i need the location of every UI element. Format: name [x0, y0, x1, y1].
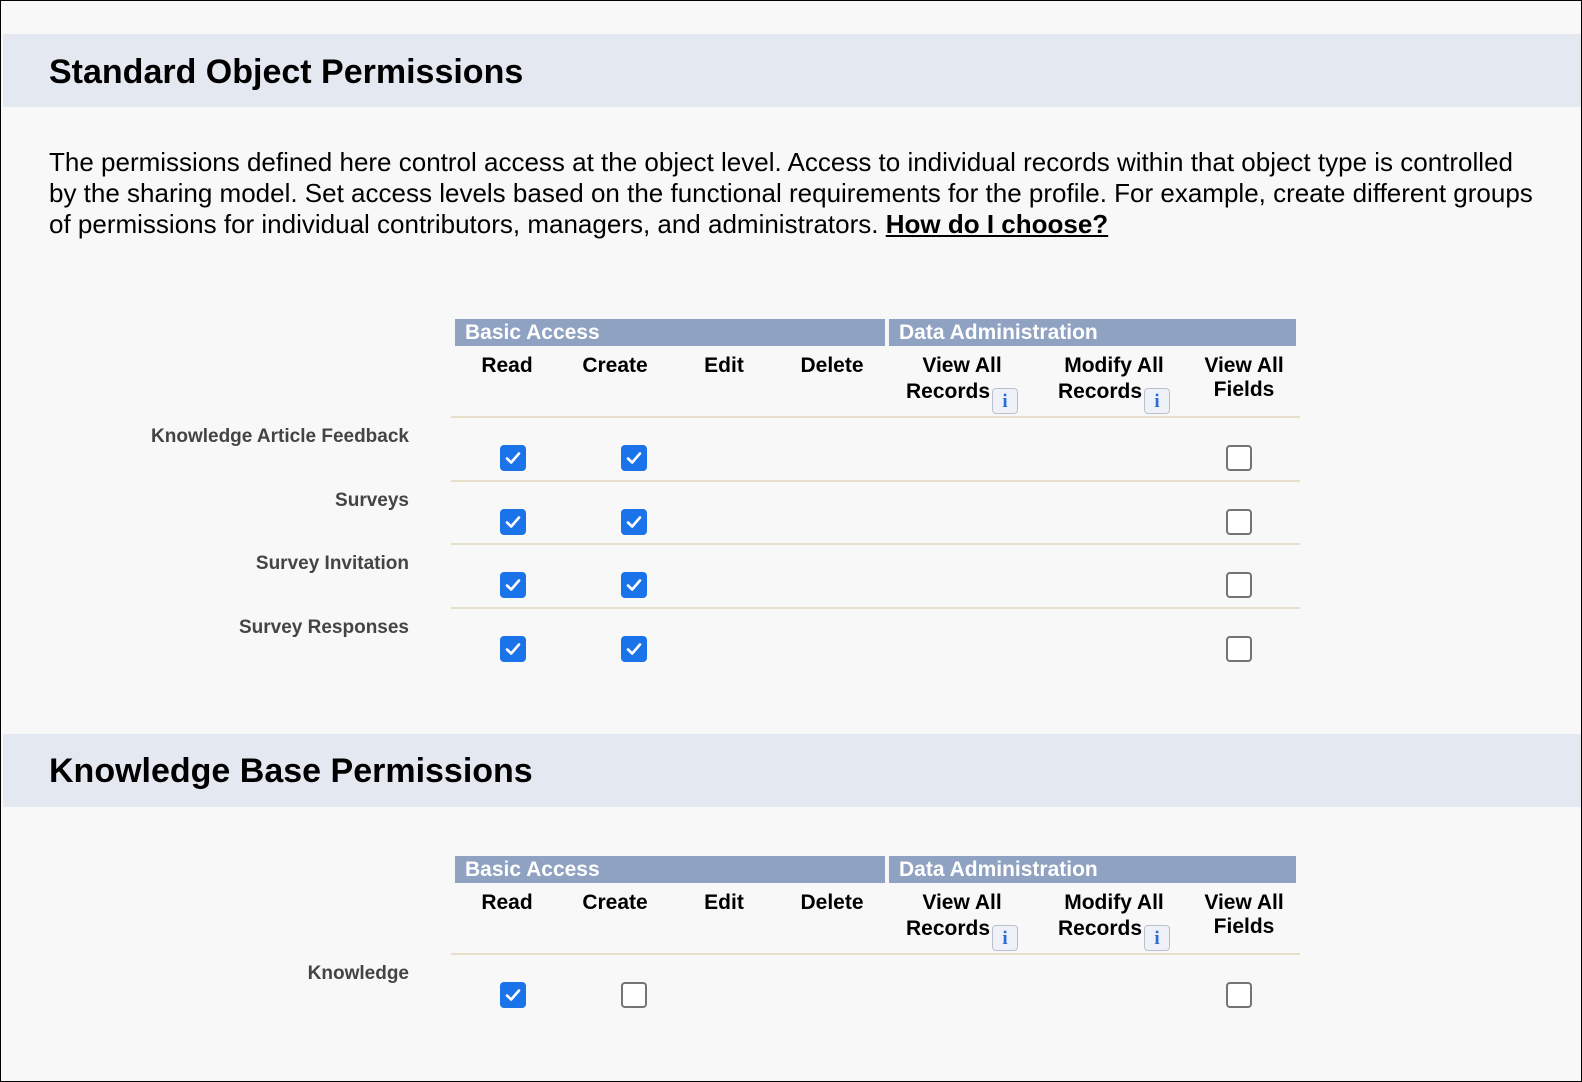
row-divider: [451, 543, 1300, 545]
column-header-line-text: Records: [1057, 917, 1143, 940]
column-header-edit: Edit: [704, 354, 744, 377]
checkbox-view-all-fields[interactable]: [1226, 636, 1252, 662]
column-header-line: [1039, 378, 1189, 412]
column-header-view-all-fields: [1169, 354, 1319, 402]
column-header-view-all-records: [887, 354, 1037, 412]
column-header-line: View All: [1204, 354, 1284, 377]
group-header-data-administration: Data Administration: [889, 856, 1296, 883]
row-label: Survey Invitation: [255, 553, 409, 574]
column-header-view-all-fields: [1169, 891, 1319, 939]
column-header-line: View All: [1204, 891, 1284, 914]
column-header-line-text: Records: [905, 917, 991, 940]
group-header-data-administration: Data Administration: [889, 319, 1296, 346]
checkbox-view-all-fields[interactable]: [1226, 445, 1252, 471]
column-header-line: View All: [922, 354, 1002, 377]
info-icon[interactable]: i: [992, 925, 1018, 951]
checkbox-create[interactable]: [621, 982, 647, 1008]
column-header-modify-all-records: [1039, 891, 1189, 949]
row-label: Survey Responses: [238, 617, 409, 638]
row-divider: [451, 607, 1300, 609]
checkbox-create[interactable]: [621, 636, 647, 662]
checkbox-create[interactable]: [621, 572, 647, 598]
checkbox-view-all-fields[interactable]: [1226, 509, 1252, 535]
column-header-line: [887, 378, 1037, 412]
group-header-basic-access: Basic Access: [455, 856, 885, 883]
column-header-line-text: Records: [905, 380, 991, 403]
row-label: Knowledge: [307, 963, 409, 984]
column-header-line: Modify All: [1064, 891, 1164, 914]
checkbox-create[interactable]: [621, 509, 647, 535]
row-label: Surveys: [335, 490, 409, 511]
column-header-create: Create: [582, 891, 648, 914]
column-header-modify-all-records: [1039, 354, 1189, 412]
column-header-line-text: Fields: [1213, 378, 1275, 401]
column-header-read: Read: [481, 891, 533, 914]
checkbox-read[interactable]: [500, 509, 526, 535]
description-text: The permissions defined here control access at the object level. Access to individual records within that object type is controlled by the sharing model. Set access levels based on the functional requirements for the profile. For example, create different groups of permissions for individual contributors, managers, and administrators.: [49, 147, 1533, 239]
column-header-delete: Delete: [800, 891, 864, 914]
column-header-create: Create: [582, 354, 648, 377]
column-header-line-text: Records: [1057, 380, 1143, 403]
help-link[interactable]: How do I choose?: [885, 209, 1109, 239]
info-icon[interactable]: i: [992, 388, 1018, 414]
checkbox-read[interactable]: [500, 572, 526, 598]
checkbox-read[interactable]: [500, 636, 526, 662]
column-header-line: [1039, 915, 1189, 949]
column-header-delete: Delete: [800, 354, 864, 377]
column-header-line: [1169, 378, 1319, 402]
column-header-view-all-records: [887, 891, 1037, 949]
info-icon[interactable]: i: [1144, 388, 1170, 414]
row-label: Knowledge Article Feedback: [151, 426, 409, 447]
row-divider: [451, 416, 1300, 418]
checkbox-view-all-fields[interactable]: [1226, 982, 1252, 1008]
info-icon[interactable]: i: [1144, 925, 1170, 951]
checkbox-view-all-fields[interactable]: [1226, 572, 1252, 598]
section-description: [49, 147, 1539, 240]
column-header-line-text: Fields: [1213, 915, 1275, 938]
group-header-basic-access: Basic Access: [455, 319, 885, 346]
column-header-line: Modify All: [1064, 354, 1164, 377]
row-divider: [451, 480, 1300, 482]
column-header-line: [887, 915, 1037, 949]
section-title-knowledge: Knowledge Base Permissions: [49, 752, 533, 790]
section-title-standard: Standard Object Permissions: [49, 53, 524, 91]
checkbox-read[interactable]: [500, 445, 526, 471]
checkbox-read[interactable]: [500, 982, 526, 1008]
column-header-line: [1169, 915, 1319, 939]
column-header-read: Read: [481, 354, 533, 377]
column-header-line: View All: [922, 891, 1002, 914]
column-header-edit: Edit: [704, 891, 744, 914]
row-divider: [451, 953, 1300, 955]
checkbox-create[interactable]: [621, 445, 647, 471]
